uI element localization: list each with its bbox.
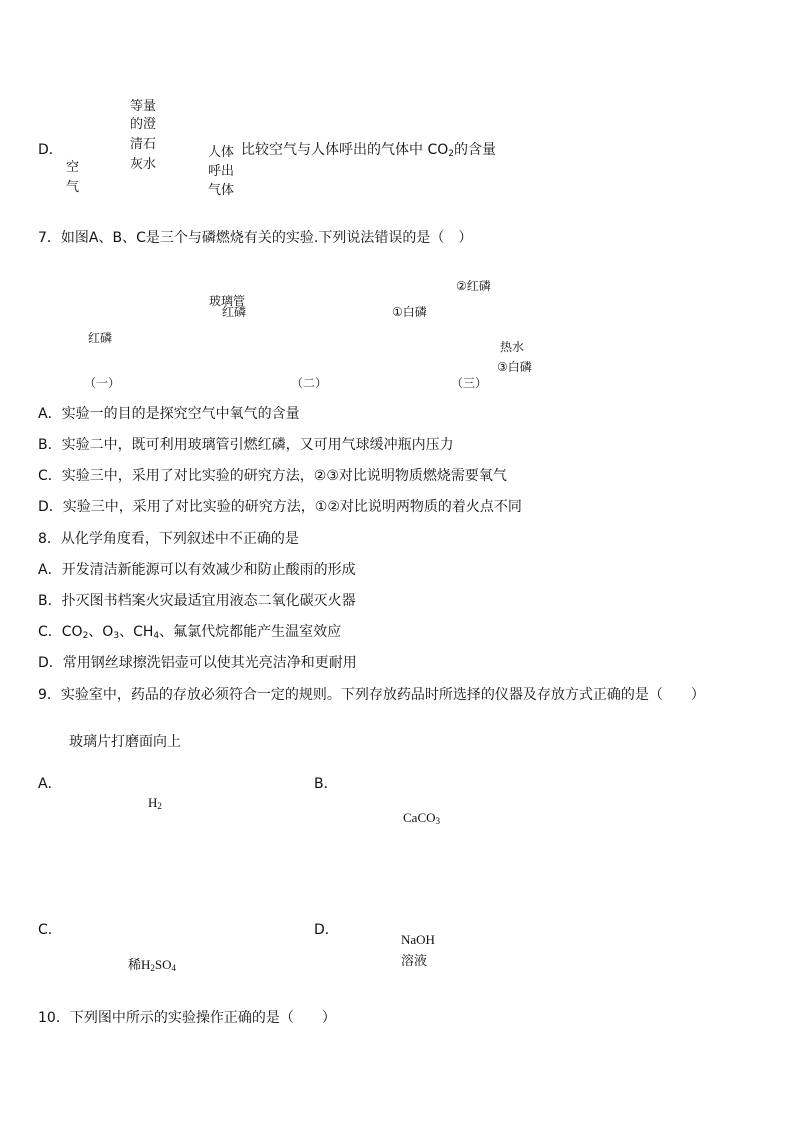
fig1-red-phosphorus: 红磷 [88,331,113,345]
left-bottle-label-2: 气 [66,180,80,195]
fig2-caption: （二） [291,376,328,390]
right-dropper [172,83,180,135]
q7-stem: 7．如图A、B、C是三个与磷燃烧有关的实验.下列说法错误的是（ ） [38,230,473,246]
q6-statement-sub: 2 [448,149,454,159]
fig1-caption: （一） [84,376,121,390]
q8-stem: 8．从化学角度看，下列叙述中不正确的是 [38,531,299,547]
q9-stem: 9．实验室中，药品的存放必须符合一定的规则。下列存放药品时所选择的仪器及存放方式正确的是（ ） [38,687,705,703]
q8-option-a: A．开发清洁新能源可以有效减少和防止酸雨的形成 [38,562,356,578]
q9-c-chem-sub1: 2 [150,963,155,973]
q6-option-letter: D． [38,142,63,158]
right-bottle-label-3: 气体 [208,183,235,198]
q9-d-letter: D． [314,922,339,938]
label-lime: 灰水 [130,157,157,172]
fig3-white-phosphorus-1: ①白磷 [392,305,427,319]
q6-statement-pre: 比较空气与人体呼出的气体中 CO [241,142,449,158]
q8-option-c [38,623,341,645]
q8-c-mid2: 、CH [119,624,154,640]
q9-b-letter: B． [314,776,338,792]
right-bottle-label-1: 人体 [208,145,235,160]
q9-b-chem-sub: 3 [435,816,440,826]
fig3-hot-water: 热水 [500,340,525,354]
q9-a-chem-main: H [148,795,158,810]
fig2-glass-tube: 玻璃管 [209,294,246,308]
q9-b-chem-main: CaCO [403,810,436,825]
q8-c-sub2: 3 [113,631,120,641]
q8-c-suffix: 、氟氯代烷都能产生温室效应 [159,624,342,640]
fig3-red-phosphorus-2: ②红磷 [456,279,491,293]
right-bottle-label-2: 呼出 [208,164,235,179]
q10-stem: 10．下列图中所示的实验操作正确的是（ ） [38,1010,336,1026]
q8-c-sub1: 2 [82,631,89,641]
q9-c-chem-pre: 稀H [128,957,151,972]
left-dropper [108,83,116,135]
right-bottle [150,138,206,209]
q7-option-a: A．实验一的目的是探究空气中氧气的含量 [38,406,300,422]
label-equal: 等量 [130,99,157,114]
q7-option-d: D．实验三中，采用了对比实验的研究方法，①②对比说明两物质的着火点不同 [38,499,522,515]
q9-c-chem-sub2: 4 [171,963,177,973]
q9-d-chem-2: 溶液 [401,954,428,969]
q8-c-mid1: 、O [88,624,114,640]
fig3-caption: （三） [451,376,488,390]
q9-c-chem-mid: SO [154,957,172,972]
q6-statement-post: 的含量 [453,142,496,158]
q9-d-chem: NaOH [401,932,435,947]
q9-c-chem [128,954,176,973]
q8-c-prefix: C．CO [38,624,83,640]
q7-option-b: B．实验二中，既可利用玻璃管引燃红磷，又可用气球缓冲瓶内压力 [38,437,454,453]
q9-a-note: 玻璃片打磨面向上 [69,734,181,750]
q7-option-c: C．实验三中，采用了对比实验的研究方法，②③对比说明物质燃烧需要氧气 [38,468,507,484]
q6-statement [241,141,496,163]
label-clear: 清石 [130,137,157,152]
q9-c-letter: C． [38,922,62,938]
q8-option-d: D．常用钢丝球擦洗铝壶可以使其光亮洁净和更耐用 [38,655,357,671]
left-bottle-label-1: 空 [66,160,80,175]
fig3-white-phosphorus-3: ③白磷 [497,360,532,374]
q9-a-chem-sub: 2 [157,801,162,811]
q8-option-b: B．扑灭图书档案火灾最适宜用液态二氧化碳灭火器 [38,593,356,609]
q9-a-chem [148,795,162,811]
q9-b-chem [403,810,440,826]
q9-a-letter: A． [38,776,62,792]
q8-c-sub3: 4 [153,631,160,641]
fig2-red-phosphorus: 红磷 [222,305,247,319]
label-of: 的澄 [130,117,157,132]
